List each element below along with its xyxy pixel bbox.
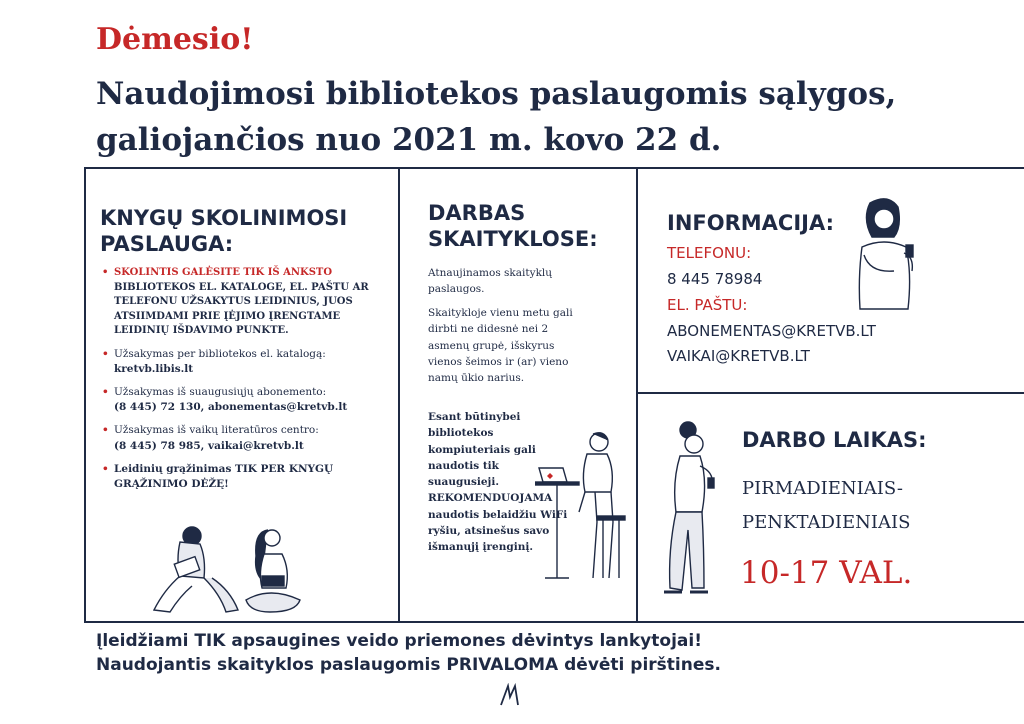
lending-item-text: Užsakymas iš vaikų literatūros centro: (114, 424, 319, 437)
page-title-line2: galiojančios nuo 2021 m. kovo 22 d. (96, 122, 722, 158)
lending-item-text: BIBLIOTEKOS EL. KATALOGE, EL. PAŠTU AR TELEFONU UŽSAKYTUS LEIDINIUS, JUOS ATSIIMDAMI PRIE ĮĖJIMO ĮRENGTAME LEIDINIŲ IŠDAVIMO PUNKTE. (114, 281, 369, 336)
list-item (100, 385, 390, 415)
email-vaikai[interactable]: VAIKAI@KRETVB.LT (667, 347, 810, 365)
hours-days-line2: PENKTADIENIAIS (742, 512, 911, 533)
email-label: EL. PAŠTU: (667, 296, 748, 314)
list-item (100, 266, 390, 339)
reading-rooms-paragraph-2: Skaitykloje vienu metu gali dirbti ne didesnė nei 2 asmenų grupė, išskyrus vienos šeimos ir (ar) vieno namų ūkio narius. (428, 307, 573, 385)
list-item (100, 462, 390, 492)
standing-woman-illustration (658, 420, 728, 596)
lending-item-text: Užsakymas per bibliotekos el. katalogą: (114, 347, 326, 360)
lending-item-highlight: SKOLINTIS GALĖSITE TIK IŠ ANKSTO (114, 267, 333, 278)
reading-rooms-paragraph-1: Atnaujinamos skaityklų paslaugos. (428, 267, 553, 296)
divider-right-middle (636, 392, 1024, 394)
adult-contact: (8 445) 72 130, abonementas@kretvb.lt (114, 401, 348, 414)
children-contact: (8 445) 78 985, vaikai@kretvb.lt (114, 439, 304, 452)
library-logo (488, 683, 532, 711)
lending-item-text: Leidinių grąžinimas TIK PER KNYGŲ GRĄŽINIMO DĖŽĘ! (114, 462, 334, 491)
list-item (100, 347, 390, 377)
catalog-link[interactable]: kretvb.libis.lt (114, 362, 194, 375)
reading-rooms-section-title: DARBAS SKAITYKLOSE: (428, 201, 598, 252)
divider-bottom (84, 621, 1024, 623)
phone-woman-illustration (848, 197, 928, 313)
divider-top (84, 167, 1024, 169)
reading-women-illustration (150, 520, 325, 616)
info-section-title: INFORMACIJA: (667, 211, 834, 235)
notice-line-1: Įleidžiami TIK apsaugines veido priemones dėvintys lankytojai! (96, 631, 702, 651)
list-item (100, 423, 390, 453)
divider-left-vertical (84, 167, 86, 623)
reading-rooms-paragraph-3: Esant būtinybei bibliotekos kompiuteriais gali naudotis tik suaugusieji. REKOMENDUOJAMA naudotis belaidžiu WiFi ryšiu, atsinešus savo išmanųjį įrenginį. (428, 411, 568, 554)
hours-days-line1: PIRMADIENIAIS- (742, 478, 903, 499)
laptop-woman-illustration (535, 430, 630, 580)
divider-col1-col2 (398, 167, 400, 623)
lending-item-text: Užsakymas iš suaugusiųjų abonemento: (114, 385, 327, 398)
hours-time: 10-17 VAL. (740, 555, 913, 591)
divider-col2-col3 (636, 167, 638, 623)
email-abonementas[interactable]: ABONEMENTAS@KRETVB.LT (667, 322, 876, 340)
phone-number[interactable]: 8 445 78984 (667, 270, 763, 288)
attention-heading: Dėmesio! (96, 22, 254, 57)
lending-list (100, 266, 390, 500)
phone-label: TELEFONU: (667, 244, 752, 262)
notice-line-2: Naudojantis skaityklos paslaugomis PRIVALOMA dėvėti pirštines. (96, 655, 721, 675)
hours-section-title: DARBO LAIKAS: (742, 428, 927, 452)
library-logo-icon (498, 683, 522, 707)
page-title-line1: Naudojimosi bibliotekos paslaugomis sąlygos, (96, 76, 897, 112)
lending-section-title: KNYGŲ SKOLINIMOSI PASLAUGA: (100, 206, 348, 257)
